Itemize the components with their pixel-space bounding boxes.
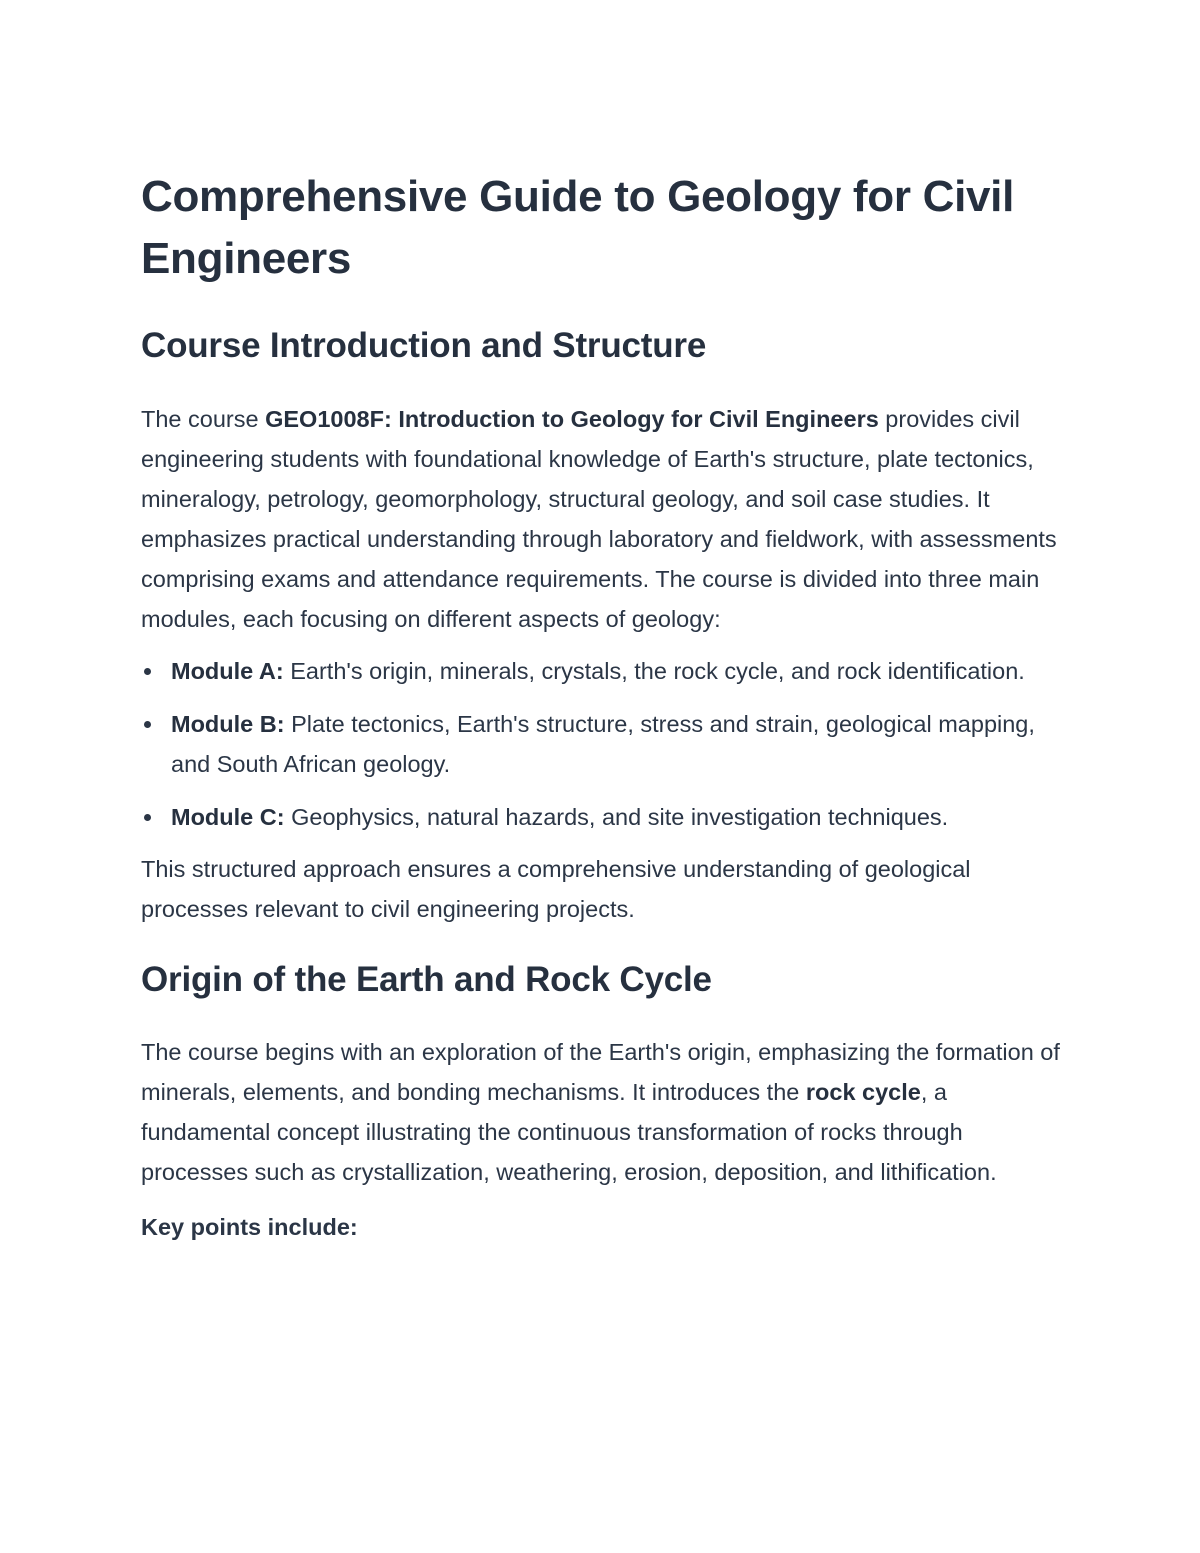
- course-closing-paragraph: This structured approach ensures a comprehensive understanding of geological processes relevant to civil engineering projects.: [141, 856, 971, 922]
- course-intro-prefix: The course: [141, 406, 266, 432]
- key-points-label: Key points include:: [141, 1214, 358, 1240]
- bullet-icon: [144, 814, 151, 821]
- section-heading-course-intro: Course Introduction and Structure: [141, 326, 707, 365]
- section-heading-origin: Origin of the Earth and Rock Cycle: [141, 960, 712, 999]
- origin-paragraph: [141, 1032, 1071, 1192]
- bullet-icon: [144, 668, 151, 675]
- rock-cycle-term: rock cycle: [805, 1079, 921, 1105]
- list-item-module-a: [141, 651, 1071, 691]
- origin-prefix: The course begins with an exploration of the Earth's origin, emphasizing the formation of minerals, elements, and bonding mechanisms. It introduces the: [141, 1039, 1060, 1105]
- bullet-icon: [144, 721, 151, 728]
- list-item-module-b: [141, 704, 1071, 784]
- module-description: Plate tectonics, Earth's structure, stress and strain, geological mapping, and South African geology.: [171, 711, 1035, 777]
- course-intro-suffix: provides civil engineering students with foundational knowledge of Earth's structure, plate tectonics, mineralogy, petrology, geomorphology, structural geology, and soil case studies. It emphasizes practical understanding through laboratory and fieldwork, with assessments comprising exams and attendance requirements. The course is divided into three main modules, each focusing on different aspects of geology:: [141, 406, 1057, 632]
- document-title: Comprehensive Guide to Geology for Civil Engineers: [141, 172, 1015, 283]
- document-page: [141, 166, 1071, 1247]
- origin-suffix: , a fundamental concept illustrating the continuous transformation of rocks through processes such as crystallization, weathering, erosion, deposition, and lithification.: [141, 1079, 997, 1185]
- course-intro-paragraph: [141, 399, 1071, 639]
- list-item-module-c: [141, 797, 1071, 837]
- course-code-title: GEO1008F: Introduction to Geology for Civil Engineers: [265, 406, 879, 432]
- module-label: Module A:: [171, 658, 284, 684]
- module-label: Module B:: [171, 711, 285, 737]
- module-description: Geophysics, natural hazards, and site investigation techniques.: [284, 804, 949, 830]
- module-description: Earth's origin, minerals, crystals, the rock cycle, and rock identification.: [283, 658, 1025, 684]
- module-label: Module C:: [171, 804, 285, 830]
- module-list: [141, 651, 1071, 837]
